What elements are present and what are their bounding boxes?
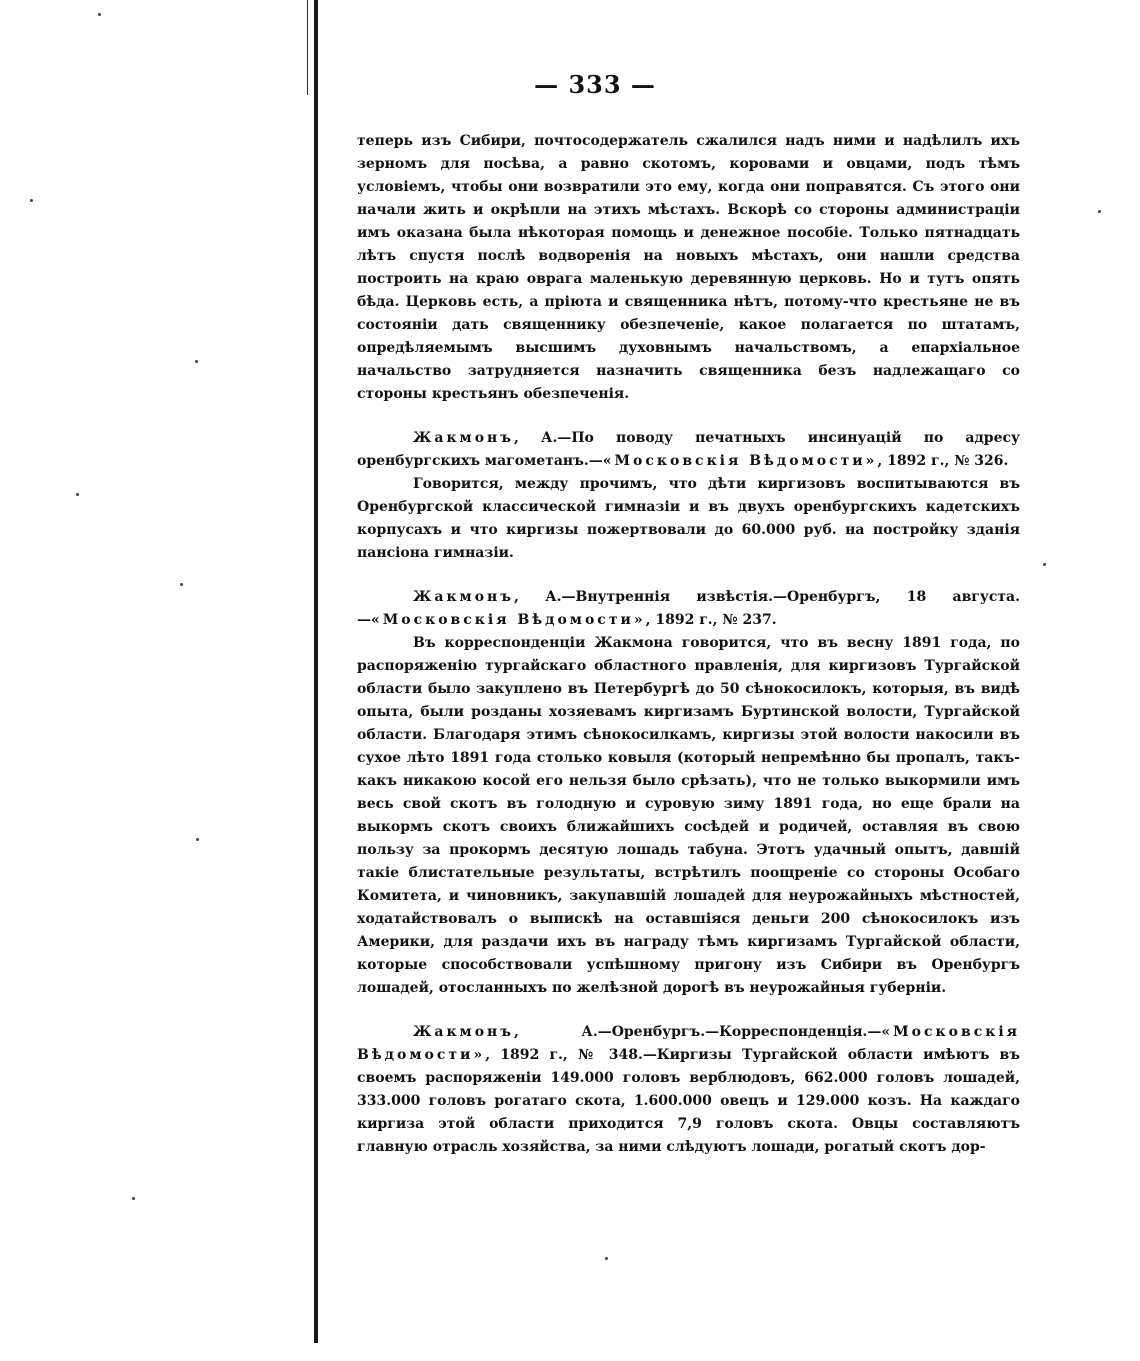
entry-heading bbox=[357, 1021, 1020, 1159]
page-body bbox=[357, 130, 1020, 1159]
entry-header: , А.—По поводу печатныхъ инсинуацій по адресу оренбургскихъ магометанъ.— bbox=[357, 430, 1020, 469]
page-number bbox=[0, 70, 1140, 99]
entry-author: Жакмонъ bbox=[413, 589, 515, 605]
scan-speck bbox=[132, 1197, 135, 1200]
entry-heading bbox=[357, 427, 1020, 473]
entry-details: , 1892 г., № 326. bbox=[877, 453, 1009, 469]
entry-header: , А.—Оренбургъ.—Корреспонденція.— bbox=[514, 1024, 882, 1040]
page-number-dash-right: — bbox=[621, 70, 656, 99]
scan-speck bbox=[195, 360, 198, 363]
scan-speck bbox=[98, 13, 101, 16]
entry-heading bbox=[357, 586, 1020, 632]
scan-speck bbox=[76, 493, 79, 496]
scan-speck bbox=[605, 1257, 608, 1260]
scan-speck bbox=[30, 199, 33, 202]
bibliography-entry-2 bbox=[357, 586, 1020, 1000]
page-gutter-line bbox=[314, 0, 318, 1343]
entry-author: Жакмонъ bbox=[413, 1024, 515, 1040]
entry-details: , 1892 г., № 237. bbox=[645, 612, 777, 628]
scan-speck bbox=[1098, 210, 1101, 213]
entry-body-inline: Киргизы Тургайской области имѣютъ въ своемъ распоряженіи 149.000 головъ верблюдовъ, 662.000 головъ лошадей, 333.000 головъ рогатаго скота, 1.600.000 овецъ и 129.000 козъ. На каждаго киргиза этой области приходится 7,9 головъ скота. Овцы составляютъ главную отрасль хозяйства, за ними слѣдуютъ лошади, рогатый скотъ дор- bbox=[357, 1047, 1020, 1155]
entry-header: , А.—Внутреннія извѣстія.—Оренбургъ, 18 августа.— bbox=[357, 589, 1020, 628]
bibliography-entry-1 bbox=[357, 427, 1020, 565]
bibliography-entry-3 bbox=[357, 1021, 1020, 1159]
entry-body: Говорится, между прочимъ, что дѣти киргизовъ воспитываются въ Оренбургской классической гимназіи и въ двухъ оренбургскихъ кадетскихъ корпусахъ и что киргизы пожертвовали до 60.000 руб. на постройку зданія пансіона гимназіи. bbox=[357, 476, 1020, 561]
entry-body: Въ корреспонденціи Жакмона говорится, что въ весну 1891 года, по распоряженію тургайскаго областного правленія, для киргизовъ Тургайской области было закуплено въ Петербургѣ до 50 сѣнокосилокъ, которыя, въ видѣ опыта, были розданы хозяевамъ киргизамъ Буртинской волости, Тургайской области. Благодаря этимъ сѣнокосилкамъ, киргизы этой волости накосили въ сухое лѣто 1891 года столько ковыля (который непремѣнно бы пропалъ, такъ-какъ никакою косой его нельзя было срѣзать), что не только выкормили имъ весь свой скотъ въ голодную и суровую зиму 1891 года, но еще брали на выкормъ скотъ своихъ ближайшихъ сосѣдей и родичей, оставляя въ свою пользу за прокормъ десятую лошадь табуна. Этотъ удачный опытъ, давшій такіе блистательные результаты, встрѣтилъ поощреніе со стороны Особаго Комитета, и чиновникъ, закупавшій лошадей для неурожайныхъ мѣстностей, ходатайствовалъ о выпискѣ на оставшіяся деньги 200 сѣнокосилокъ изъ Америки, для раздачи ихъ въ награду тѣмъ киргизамъ Тургайской области, которые способствовали успѣшному пригону изъ Сибири въ Оренбургъ лошадей, отосланныхъ по желѣзной дорогѣ въ неурожайныя губерніи. bbox=[357, 635, 1020, 996]
entry-details: , 1892 г., № 348.— bbox=[485, 1047, 657, 1063]
scan-speck bbox=[180, 583, 183, 586]
scan-speck bbox=[196, 838, 199, 841]
page-number-dash-left: — bbox=[534, 70, 569, 99]
entry-source: «Московскія Вѣдомости» bbox=[602, 453, 878, 469]
scan-speck bbox=[1043, 563, 1046, 566]
continuation-paragraph: теперь изъ Сибири, почтосодержатель сжалился надъ ними и надѣлилъ ихъ зерномъ для посѣва, а равно скотомъ, коровами и овцами, подъ тѣмъ условіемъ, чтобы они возвратили это ему, когда они поправятся. Съ этого они начали жить и окрѣпли на этихъ мѣстахъ. Вскорѣ со стороны администраціи имъ оказана была нѣкоторая помощь и денежное пособіе. Только пятнадцать лѣтъ спустя послѣ водворенія на новыхъ мѣстахъ, они нашли средства построить на краю оврага маленькую деревянную церковь. Но и тутъ опять бѣда. Церковь есть, а пріюта и священника нѣтъ, потому-что крестьяне не въ состояніи дать священнику обезпеченіе, какое полагается по штатамъ, опредѣляемымъ высшимъ духовнымъ начальствомъ, а епархіальное начальство затрудняется назначить священника безъ надлежащаго со стороны крестьянъ обезпеченія. bbox=[357, 133, 1020, 402]
entry-author: Жакмонъ bbox=[413, 430, 515, 446]
entry-source: «Московскія Вѣдомости» bbox=[357, 1024, 1020, 1063]
entry-source: «Московскія Вѣдомости» bbox=[371, 612, 646, 628]
page-number-value: 333 bbox=[568, 70, 622, 99]
